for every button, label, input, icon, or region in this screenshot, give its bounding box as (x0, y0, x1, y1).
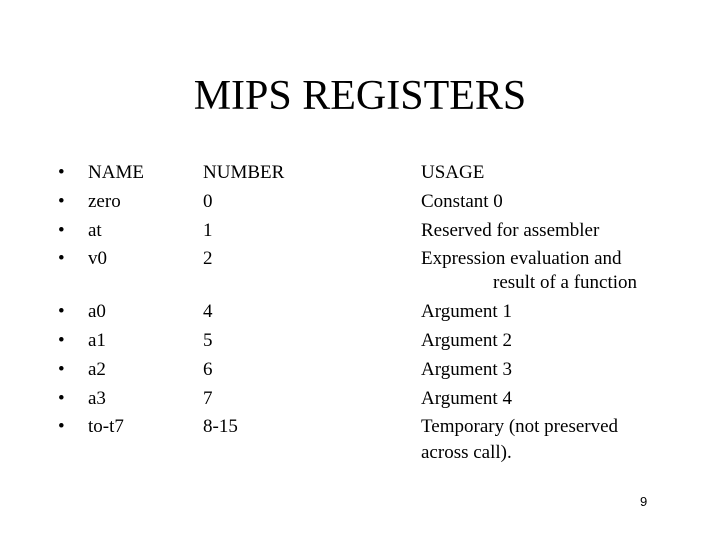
register-number: 0 (203, 191, 213, 212)
register-number: 8-15 (203, 416, 238, 437)
register-usage: Argument 2 (421, 330, 512, 351)
bullet: • (58, 162, 65, 183)
register-usage: Argument 1 (421, 301, 512, 322)
register-name: at (88, 220, 102, 241)
register-name: a3 (88, 388, 106, 409)
register-usage: Argument 4 (421, 388, 512, 409)
register-usage-continuation: across call). (421, 442, 512, 463)
register-name: a0 (88, 301, 106, 322)
table-row (58, 188, 121, 216)
register-usage: Constant 0 (421, 191, 503, 212)
bullet: • (58, 330, 65, 351)
header-number: NUMBER (203, 162, 285, 183)
register-name: to-t7 (88, 416, 124, 437)
register-number: 6 (203, 359, 213, 380)
register-number: 4 (203, 301, 213, 322)
table-row (58, 413, 124, 441)
bullet: • (58, 220, 65, 241)
slide-title: MIPS REGISTERS (193, 73, 527, 119)
register-usage-continuation: result of a function (493, 272, 638, 293)
register-number: 2 (203, 248, 213, 269)
bullet: • (58, 248, 65, 269)
header-name: NAME (88, 162, 144, 183)
table-row (58, 327, 106, 355)
register-name: a2 (88, 359, 106, 380)
bullet: • (58, 191, 65, 212)
register-name: zero (88, 191, 121, 212)
table-row (58, 298, 106, 326)
register-number: 5 (203, 330, 213, 351)
bullet: • (58, 301, 65, 322)
register-usage: Reserved for assembler (421, 220, 600, 241)
register-name: a1 (88, 330, 106, 351)
table-row (58, 245, 107, 273)
register-usage: Argument 3 (421, 359, 512, 380)
register-name: v0 (88, 248, 107, 269)
bullet: • (58, 416, 65, 437)
register-usage: Expression evaluation and (421, 248, 622, 269)
table-row (58, 217, 102, 245)
header-row (58, 159, 144, 187)
bullet: • (58, 359, 65, 380)
register-number: 7 (203, 388, 213, 409)
register-usage: Temporary (not preserved (421, 416, 619, 437)
table-row (58, 385, 106, 413)
register-number: 1 (203, 220, 213, 241)
header-usage: USAGE (421, 162, 485, 183)
page-number: 9 (640, 494, 648, 509)
table-row (58, 356, 106, 384)
bullet: • (58, 388, 65, 409)
